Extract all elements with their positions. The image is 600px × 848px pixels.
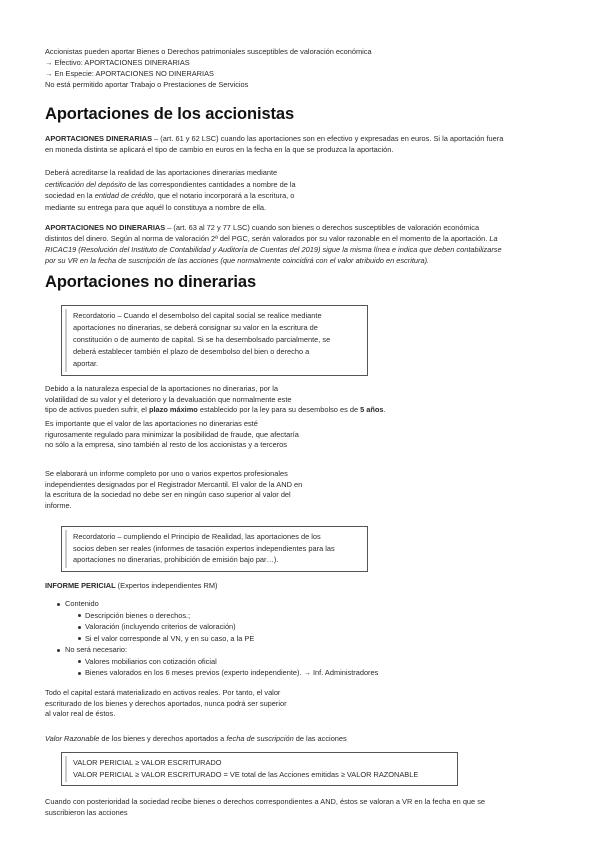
paragraph-fraude (45, 419, 299, 451)
text: escriturado de los bienes y derechos aportados, nunca podrá ser superior (45, 698, 287, 708)
reminder-line: constitución o de aumento de capital. Si se ha desembolsado parcialmente, se (73, 335, 331, 344)
bullet-icon (78, 637, 81, 640)
bold-term: APORTACIONES NO DINERARIAS (45, 223, 166, 232)
paragraph-aportaciones-dinerarias (45, 133, 503, 155)
text: (Expertos independientes RM) (115, 581, 218, 590)
italic-term: certificación del depósito (45, 179, 126, 189)
text: de las correspondientes cantidades a nombre de la (125, 179, 296, 189)
section-title: Aportaciones no dinerarias (45, 273, 257, 291)
reminder-line: aportaciones no dinerarias, se deberá consignar su valor en la escritura de (73, 323, 318, 332)
text: No será necesario: (65, 645, 128, 654)
text: Se elaborará un informe completo por uno o varios expertos profesionales (45, 469, 288, 478)
list-item (45, 667, 378, 679)
text: Si el valor corresponde al VN, y en su caso, a la PE (85, 633, 255, 643)
text: de los bienes y derechos aportados a (99, 734, 227, 743)
formula-line: VALOR PERICIAL ≥ VALOR ESCRITURADO = VE total de las Acciones emitidas ≥ VALOR RAZONABLE (73, 770, 419, 779)
text: Cuando con posterioridad la sociedad recibe bienes o derechos correspondientes a AND, éstos se valoran a VR en la fecha en que se (45, 797, 486, 806)
text: establecido por la ley para su desembolso es de (197, 405, 361, 414)
paragraph-informe (45, 469, 302, 511)
text: . (383, 405, 386, 414)
italic-term: entidad de crédito (94, 191, 154, 200)
text: ) sigue la misma línea e indica que deben contabilizarse (317, 245, 502, 254)
text: Bienes valorados en los 6 meses previos (experto independiente). → Inf. Administradores (85, 668, 379, 677)
text: informe. (45, 500, 72, 510)
italic-term: La (489, 234, 498, 243)
reminder-line: aportar. (73, 359, 99, 368)
informe-list (45, 598, 378, 679)
text: la escritura de la sociedad no debe ser en ningún caso superior al valor del (45, 490, 291, 499)
bold-term: plazo máximo (148, 405, 198, 414)
bullet-icon (57, 649, 60, 652)
text: – (art. 61 y 62 LSC) cuando las aportaciones son en efectivo y expresadas en euros. Si la aportación fuera (152, 134, 504, 143)
list-item (45, 644, 378, 656)
list-item (45, 656, 378, 668)
informe-pericial-heading (45, 580, 218, 591)
text: , que el notario incorporará a la escritura, o (153, 191, 295, 200)
text: de las acciones (293, 734, 347, 743)
bullet-icon (57, 603, 60, 606)
list-item (45, 598, 378, 610)
list-item (45, 633, 378, 645)
text: en moneda distinta se aplicará el tipo de cambio en euros en la fecha en la que se produzca la aportación. (45, 145, 394, 154)
reminder-line: Recordatorio – Cuando el desembolso del capital social se realice mediante (73, 311, 322, 320)
text: RICAC19 ( (45, 245, 81, 254)
text: Valores mobiliarios con cotización oficial (85, 656, 217, 666)
text: Debido a la naturaleza especial de la aportaciones no dinerarias, por la (45, 384, 278, 393)
text: al valor real de éstos. (45, 709, 116, 718)
text: Resolución del Instituto de Contabilidad y Auditoría de Cuentas del 2019 (80, 245, 318, 254)
reminder-line: aportaciones no dinerarias, prohibición de emisión bajo par…). (73, 555, 279, 564)
reminder-line: deberá establecer también el plazo de desembolso del bien o derecho a (73, 347, 310, 356)
list-item (45, 621, 378, 633)
quote-bar (65, 309, 67, 372)
text: distintos del dinero. Según al norma de valoración 2ª del PGC, serán valorados por su valor razonable en el momento de la aportación. (45, 234, 490, 243)
formula-box (61, 752, 458, 786)
paragraph-plazo (45, 384, 386, 416)
quote-bar (65, 530, 67, 568)
bullet-icon (78, 672, 81, 675)
text: no sólo a la empresa, sino también al resto de los accionistas y a terceros (45, 440, 287, 449)
reminder-box (61, 305, 368, 376)
bold-term: INFORME PERICIAL (45, 581, 116, 590)
text: sociedad en la (45, 191, 95, 200)
text: Deberá acreditarse la realidad de las aportaciones dinerarias mediante (45, 168, 278, 177)
text: Todo el capital estará materializado en activos reales. Por tanto, el valor (45, 688, 281, 697)
bullet-icon (78, 614, 81, 617)
text: mediante su entrega para que aquél lo constituya a nombre de ella. (45, 202, 267, 212)
bullet-icon (78, 660, 81, 663)
text: por su VR en la fecha de suscripción de las acciones (que normalmente coincidirá con el valor atribuido en escritura). (45, 256, 430, 265)
text: suscribieron las acciones (45, 808, 128, 817)
text: tipo de activos pueden sufrir, el (45, 405, 149, 414)
paragraph-aportaciones-no-dinerarias (45, 222, 502, 266)
paragraph-acreditacion (45, 167, 296, 213)
section-title: Aportaciones de los accionistas (45, 105, 295, 123)
intro-line: → Efectivo: APORTACIONES DINERARIAS (45, 58, 190, 67)
text: volatilidad de su valor y el deterioro y la devaluación que normalmente este (45, 394, 292, 404)
paragraph-capital-real (45, 688, 287, 720)
intro-line: → En Especie: APORTACIONES NO DINERARIAS (45, 69, 214, 78)
bold-term: 5 años (360, 405, 384, 414)
text: independientes designados por el Registrador Mercantil. El valor de la AND en (45, 479, 303, 489)
text: Es importante que el valor de las aportaciones no dinerarias esté (45, 419, 258, 428)
reminder-line: socios deben ser reales (informes de tasación expertos independientes para las (73, 543, 335, 553)
text: Descripción bienes o derechos.; (85, 610, 191, 620)
bold-term: APORTACIONES DINERARIAS (45, 134, 153, 143)
intro-line: No está permitido aportar Trabajo o Prestaciones de Servicios (45, 80, 249, 89)
reminder-line: Recordatorio – cumpliendo el Principio de Realidad, las aportaciones de los (73, 532, 321, 541)
reminder-box (61, 526, 368, 572)
formula-line: VALOR PERICIAL ≥ VALOR ESCRITURADO (73, 758, 222, 767)
paragraph-valor-razonable (45, 733, 347, 744)
text: rigurosamente regulado para minimizar la posibilidad de fraude, que afectaría (45, 429, 299, 439)
quote-bar (65, 756, 67, 782)
paragraph-posterioridad (45, 796, 485, 818)
text: Valoración (incluyendo criterios de valoración) (85, 622, 236, 631)
italic-term: Valor Razonable (45, 734, 100, 743)
intro-block (45, 46, 372, 90)
bullet-icon (78, 626, 81, 629)
italic-term: fecha de suscripción (226, 734, 294, 743)
text: Contenido (65, 599, 99, 608)
text: – (art. 63 al 72 y 77 LSC) cuando son bienes o derechos susceptibles de valoración económica (165, 223, 480, 232)
intro-line: Accionistas pueden aportar Bienes o Derechos patrimoniales susceptibles de valoración económica (45, 47, 372, 56)
list-item (45, 610, 378, 622)
